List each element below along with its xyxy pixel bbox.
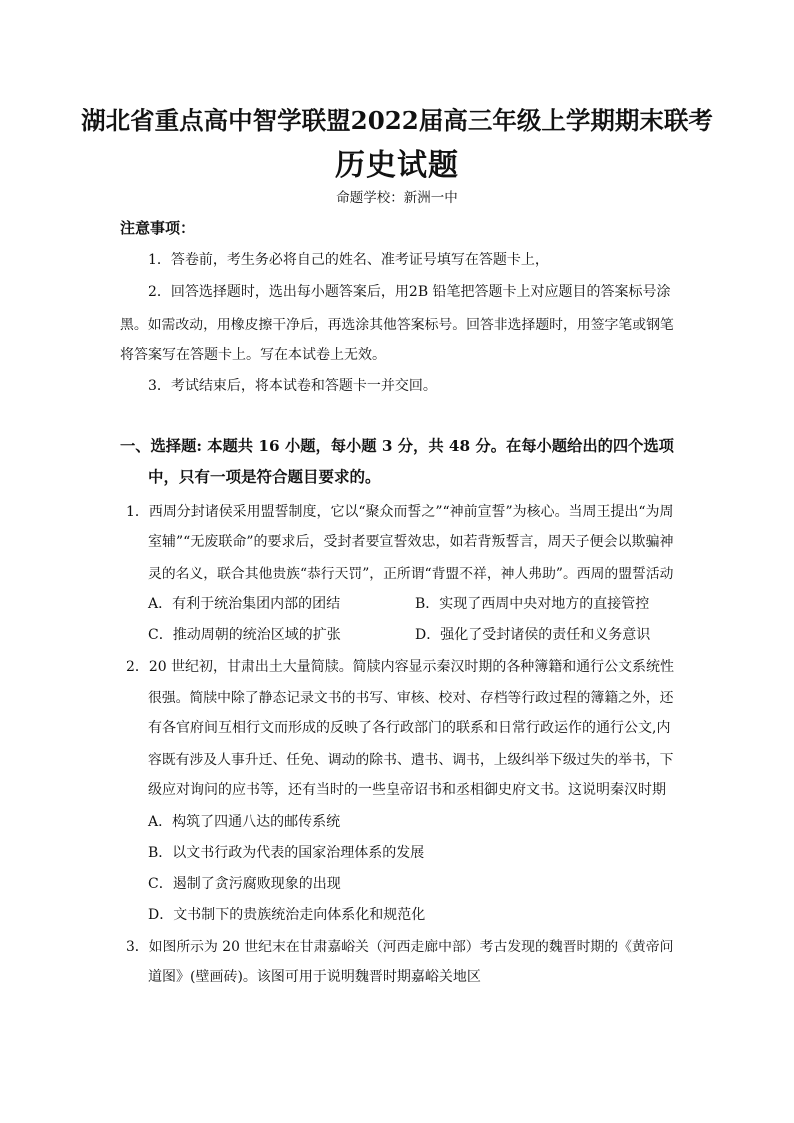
section-heading: 一、选择题: 本题共 16 小题，每小题 3 分，共 48 分。在每小题给出的四个选项 [120, 437, 674, 455]
question-2-line: 很强。简牍中除了静态记录文书的书写、审核、校对、存档等行政过程的簿籍之外，还 [148, 690, 674, 706]
note-line: 黑。如需改动，用橡皮擦干净后，再选涂其他答案标号。回答非选择题时，用签字笔或钢笔 [120, 317, 674, 333]
notes-heading: 注意事项： [120, 219, 196, 237]
question-1-line: 灵的名义，联合其他贵族“恭行天罚”，正所谓“背盟不祥，神人弗助”。西周的盟誓活动 [148, 566, 674, 582]
note-line: 将答案写在答题卡上。写在本试卷上无效。 [120, 347, 386, 363]
question-2-line: 级应对询问的应书等，还有当时的一些皇帝诏书和丞相御史府文书。这说明秦汉时期 [148, 782, 666, 798]
question-1-option-b: B．实现了西周中央对地方的直接管控 [415, 596, 650, 612]
exam-title: 湖北省重点高中智学联盟2022届高三年级上学期期末联考 [81, 106, 713, 135]
question-2-option-c: C．遏制了贪污腐败现象的出现 [148, 876, 341, 892]
question-2-line: 容既有涉及人事升迁、任免、调动的除书、遣书、调书，上级纠举下级过失的举书，下 [148, 752, 674, 768]
section-heading-cont: 中，只有一项是符合题目要求的。 [148, 467, 381, 486]
question-1-line: 1．西周分封诸侯采用盟誓制度，它以“聚众而誓之”“神前宣誓”为核心。当周王提出“为周 [126, 504, 674, 520]
question-2-line: 2．20 世纪初，甘肃出土大量简牍。简牍内容显示秦汉时期的各种簿籍和通行公文系统性 [126, 659, 674, 675]
subject-title: 历史试题 [335, 148, 459, 183]
question-2-option-d: D．文书制下的贵族统治走向体系化和规范化 [148, 907, 426, 923]
question-1-option-c: C．推动周朝的统治区域的扩张 [148, 627, 341, 643]
question-3-line: 3．如图所示为 20 世纪末在甘肃嘉峪关（河西走廊中部）考古发现的魏晋时期的《黄帝问 [126, 939, 674, 955]
setting-school: 命题学校：新洲一中 [336, 190, 458, 206]
question-1-option-d: D．强化了受封诸侯的责任和义务意识 [415, 627, 651, 643]
question-2-option-a: A．构筑了四通八达的邮传系统 [148, 814, 341, 830]
question-3-line: 道图》(壁画砖)。该图可用于说明魏晋时期嘉峪关地区 [148, 969, 481, 985]
question-1-line: 室辅”“无废联命”的要求后，受封者要宣誓效忠，如若背叛誓言，周天子便会以欺骗神 [148, 534, 674, 550]
question-1-option-a: A．有利于统治集团内部的团结 [148, 596, 341, 612]
question-2-option-b: B．以文书行政为代表的国家治理体系的发展 [148, 845, 425, 861]
note-line: 3．考试结束后，将本试卷和答题卡一并交回。 [148, 378, 437, 394]
note-line: 2．回答选择题时，选出每小题答案后，用2B 铅笔把答题卡上对应题目的答案标号涂 [148, 284, 671, 300]
question-2-line: 有各官府间互相行文而形成的反映了各行政部门的联系和日常行政运作的通行公文,内 [148, 720, 671, 736]
note-line: 1．答卷前，考生务必将自己的姓名、准考证号填写在答题卡上， [148, 252, 549, 268]
